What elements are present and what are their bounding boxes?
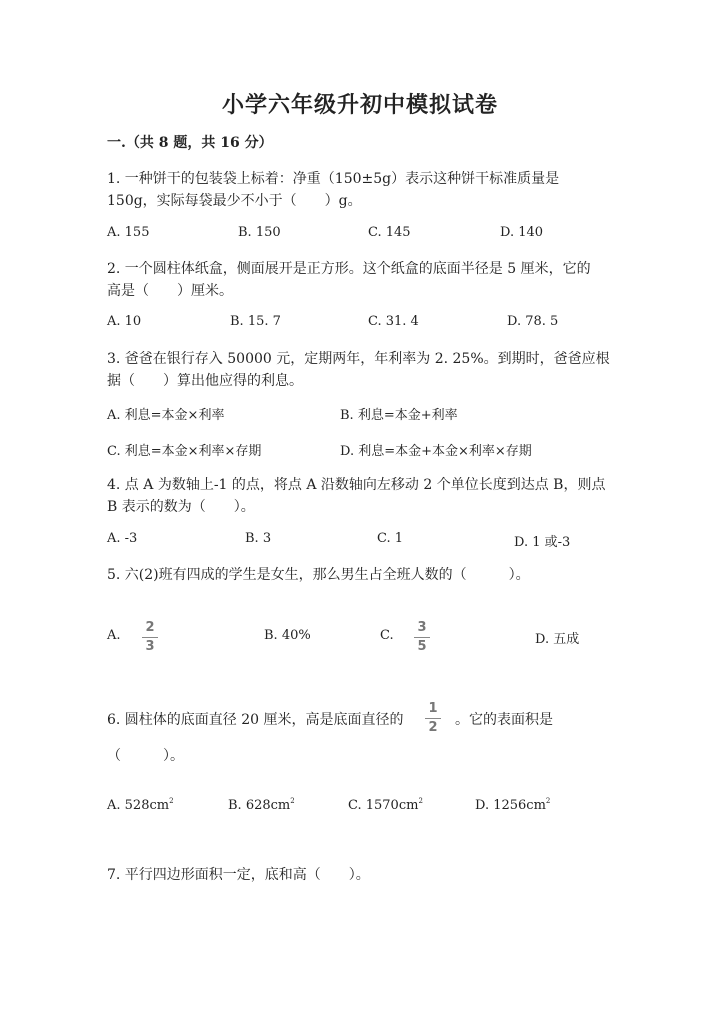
fraction-bar	[414, 637, 430, 638]
question-6-option-c	[348, 798, 423, 813]
question-6-fraction	[425, 702, 441, 735]
question-4-line-2: B 表示的数为（ ）。	[107, 499, 255, 515]
question-4-option-a: A. -3	[107, 531, 138, 546]
question-1-option-b: B. 150	[238, 225, 281, 240]
fraction-denominator: 3	[145, 639, 155, 654]
question-4-option-b: B. 3	[245, 531, 272, 546]
page-title: 小学六年级升初中模拟试卷	[221, 92, 498, 118]
question-4-option-c: C. 1	[377, 531, 404, 546]
question-5-option-a-fraction	[142, 621, 158, 654]
question-1-option-c: C. 145	[368, 225, 411, 240]
question-3-option-d: D. 利息=本金+本金×利率×存期	[340, 444, 532, 459]
question-5-option-c-fraction	[414, 621, 430, 654]
question-2-line-2: 高是（ ）厘米。	[107, 283, 233, 299]
question-4-line-1: 4. 点 A 为数轴上-1 的点，将点 A 沿数轴向左移动 2 个单位长度到达点 B，则点	[107, 477, 606, 493]
question-3-line-2: 据（ ）算出他应得的利息。	[107, 373, 303, 389]
question-2-line-1: 2. 一个圆柱体纸盒，侧面展开是正方形。这个纸盒的底面半径是 5 厘米，它的	[107, 261, 591, 277]
unit-superscript: 2	[545, 797, 551, 805]
question-6-option-a	[107, 798, 174, 813]
question-1-option-d: D. 140	[500, 225, 544, 240]
option-text: B. 628cm	[228, 798, 291, 813]
question-4-option-d: D. 1 或-3	[514, 535, 571, 550]
question-7-line-1: 7. 平行四边形面积一定，底和高（ ）。	[107, 867, 370, 883]
question-6-line-1b: 。它的表面积是	[455, 712, 553, 728]
question-2-option-c: C. 31. 4	[368, 314, 419, 329]
question-3-option-b: B. 利息=本金+利率	[340, 408, 458, 423]
unit-superscript: 2	[169, 797, 174, 805]
fraction-bar	[425, 718, 441, 719]
fraction-denominator: 5	[417, 639, 427, 654]
question-6-line-2: （ ）。	[107, 748, 184, 764]
option-text: A. 528cm	[107, 798, 170, 813]
fraction-numerator: 1	[428, 701, 438, 716]
question-6-line-1a: 6. 圆柱体的底面直径 20 厘米，高是底面直径的	[107, 712, 404, 728]
question-1-line-1: 1. 一种饼干的包装袋上标着：净重（150±5g）表示这种饼干标准质量是	[107, 171, 560, 187]
section-heading: 一.（共 8 题，共 16 分）	[107, 135, 273, 151]
question-5-option-a: A.	[107, 628, 121, 643]
fraction-numerator: 2	[145, 620, 155, 635]
unit-superscript: 2	[418, 797, 423, 805]
question-5-option-b: B. 40%	[264, 628, 311, 643]
question-3-line-1: 3. 爸爸在银行存入 50000 元，定期两年，年利率为 2. 25%。到期时，爸爸应根	[107, 351, 610, 367]
question-5-line-1: 5. 六(2)班有四成的学生是女生，那么男生占全班人数的（ ）。	[107, 567, 530, 583]
fraction-bar	[142, 637, 158, 638]
question-6-option-d	[475, 798, 550, 813]
question-5-option-d: D. 五成	[535, 632, 580, 647]
fraction-denominator: 2	[428, 720, 438, 735]
question-2-option-d: D. 78. 5	[507, 314, 559, 329]
fraction-numerator: 3	[417, 620, 427, 635]
unit-superscript: 2	[290, 797, 295, 805]
question-1-line-2: 150g，实际每袋最少不小于（ ）g。	[107, 193, 362, 209]
question-1-option-a: A. 155	[107, 225, 150, 240]
question-2-option-b: B. 15. 7	[230, 314, 281, 329]
question-3-option-c: C. 利息=本金×利率×存期	[107, 444, 262, 459]
option-text: C. 1570cm	[348, 798, 419, 813]
question-5-option-c: C.	[380, 628, 394, 643]
option-text: D. 1256cm	[475, 798, 546, 813]
question-3-option-a: A. 利息=本金×利率	[107, 408, 225, 423]
question-6-option-b	[228, 798, 295, 813]
question-2-option-a: A. 10	[107, 314, 142, 329]
